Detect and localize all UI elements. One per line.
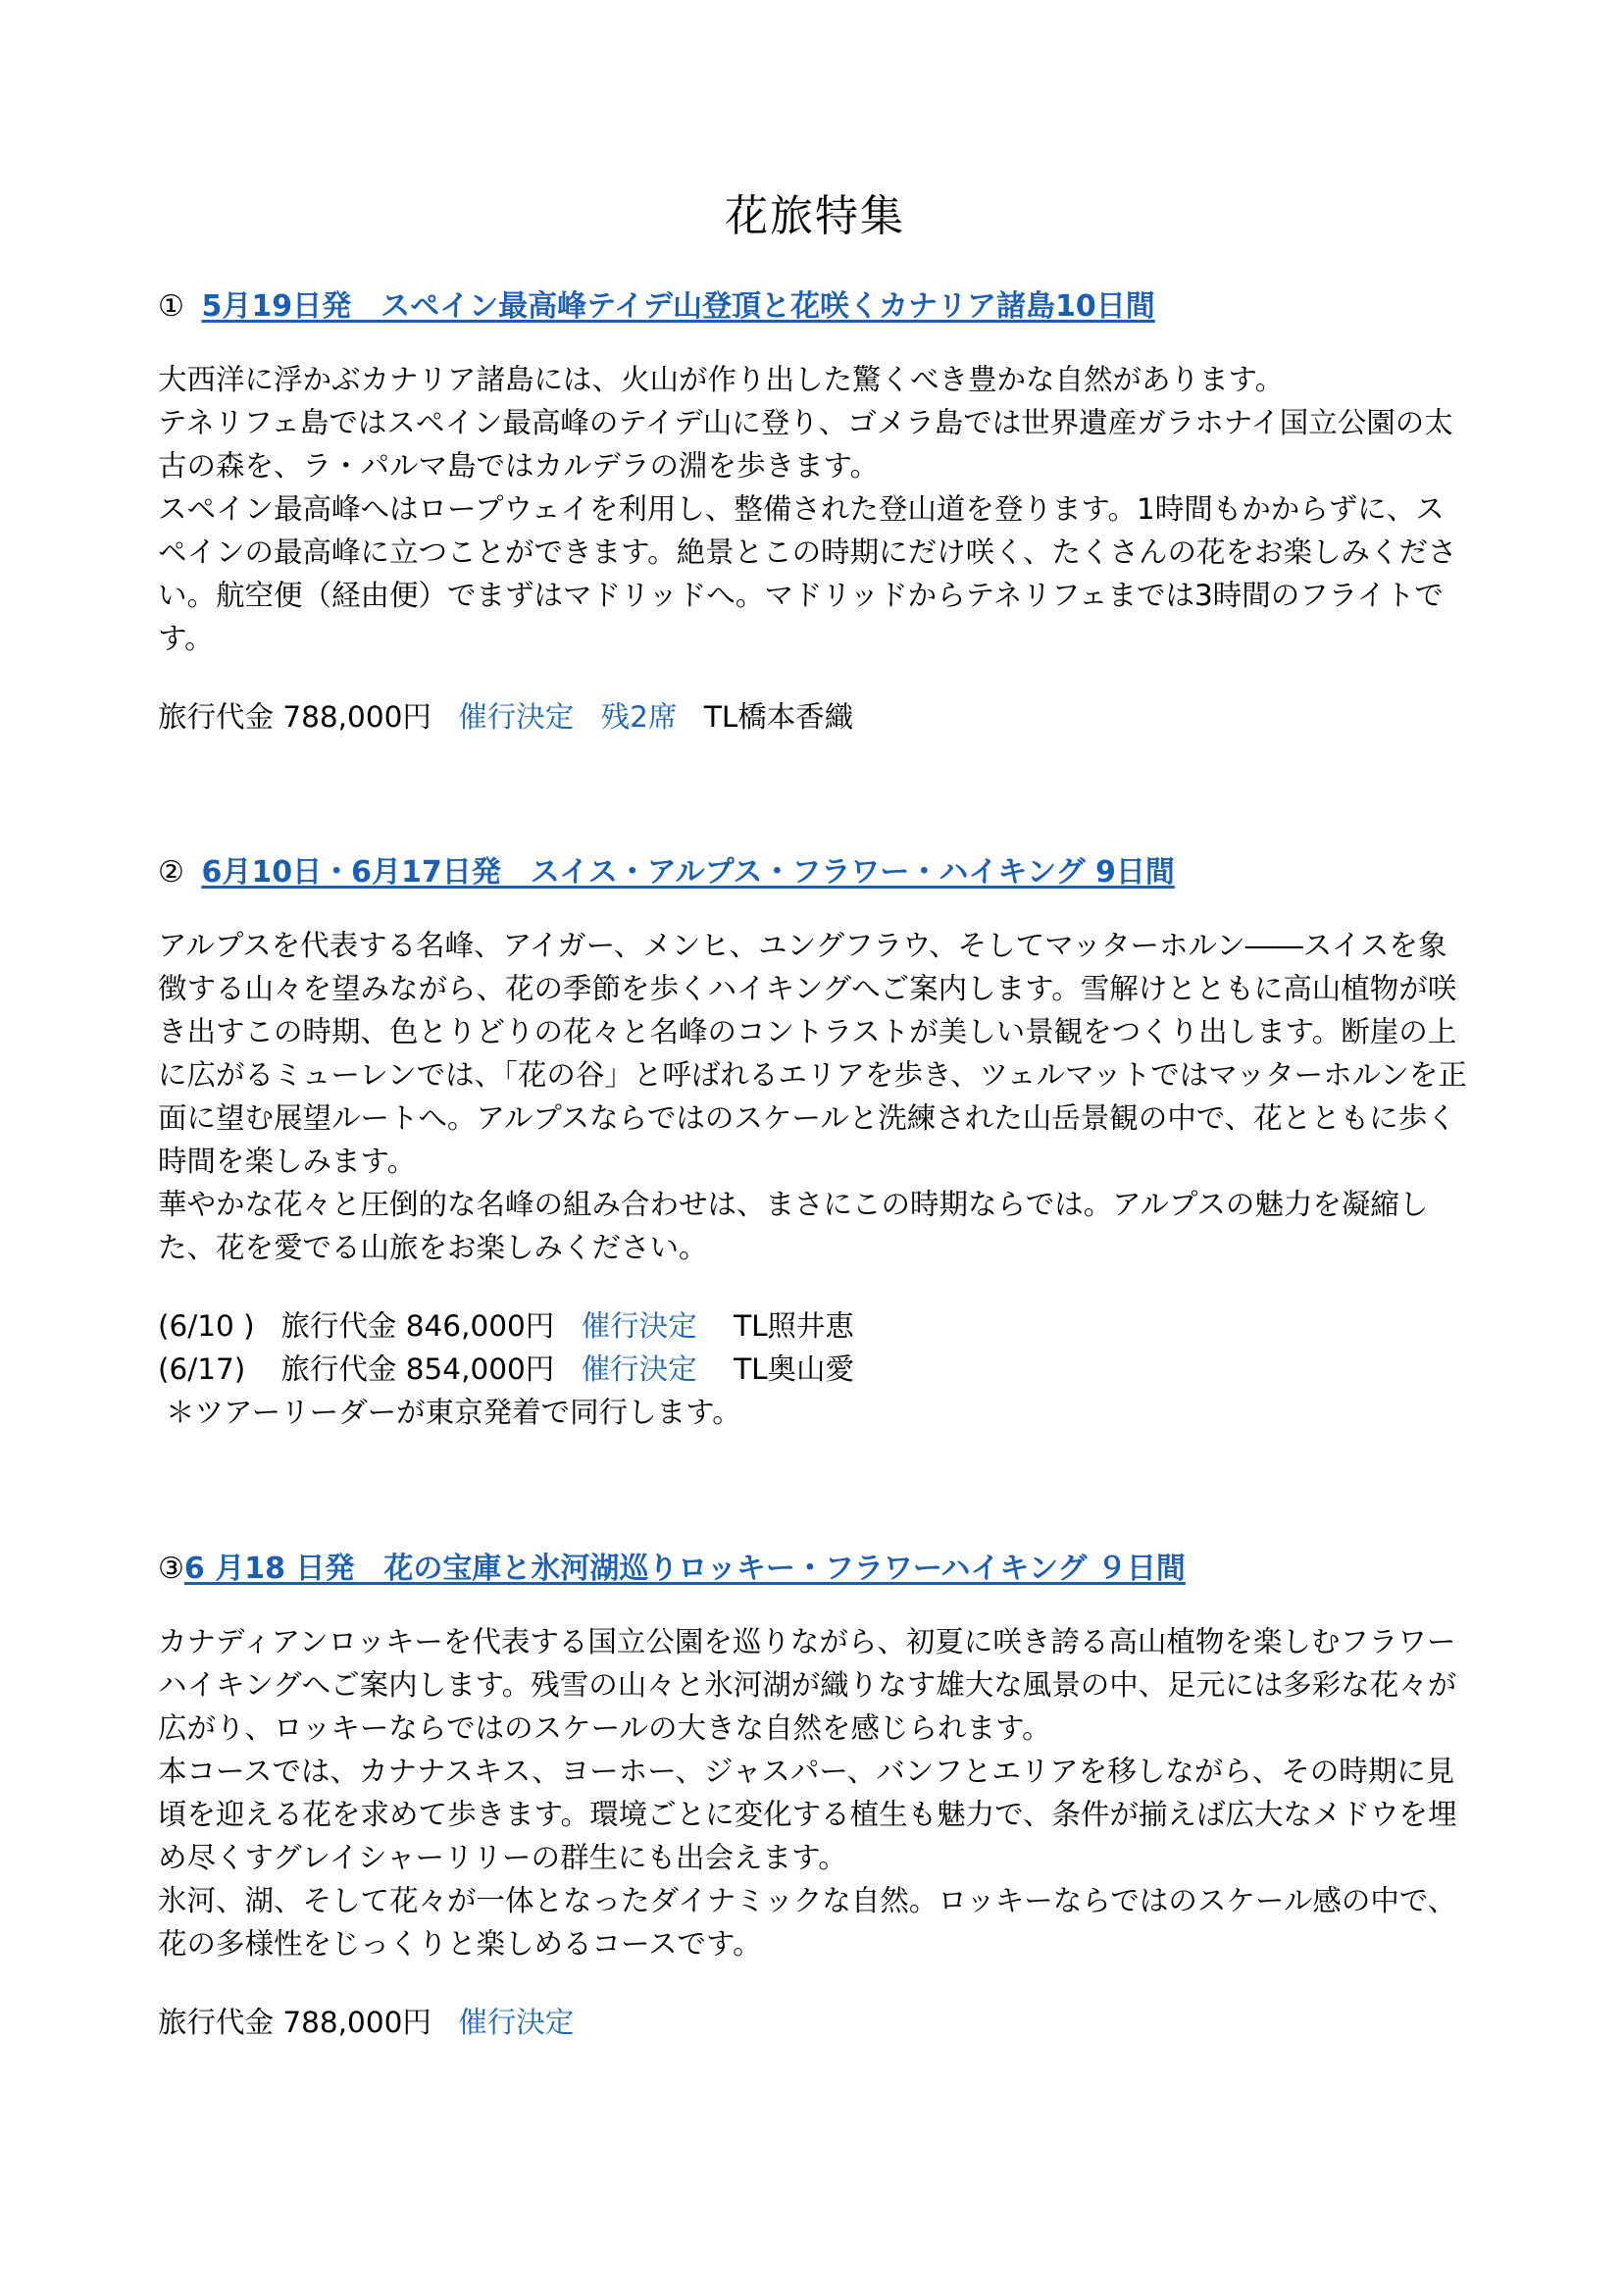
tour-heading-3 xyxy=(158,1550,1492,1589)
price-line xyxy=(158,1348,1492,1391)
tour-description-1 xyxy=(158,358,1472,660)
paragraph: 大西洋に浮かぶカナリア諸島には、火山が作り出した驚くべき豊かな自然があります。 xyxy=(158,363,1285,396)
status-badge: 催行決定 xyxy=(458,2006,575,2039)
status-badge: 催行決定 xyxy=(581,1352,697,1386)
tour-heading-2 xyxy=(158,853,1492,892)
section-number: ③ xyxy=(158,1552,184,1586)
tour-link-2[interactable]: 6月10日・6月17日発 スイス・アルプス・フラワー・ハイキング 9日間 xyxy=(201,855,1175,890)
tour-description-2 xyxy=(158,924,1472,1269)
price-label: 旅行代金 788,000円 xyxy=(158,700,431,734)
page-title: 花旅特集 xyxy=(725,191,905,241)
tour-section-3 xyxy=(158,1550,1492,2044)
section-number: ② xyxy=(158,855,184,890)
status-badge: 催行決定 xyxy=(581,1309,697,1343)
price-label: 旅行代金 846,000円 xyxy=(280,1309,555,1343)
departure-date: (6/17) xyxy=(158,1352,246,1386)
price-line xyxy=(158,1304,1492,1348)
tour-section-2 xyxy=(158,853,1492,1434)
section-number: ① xyxy=(158,289,184,324)
price-line-1 xyxy=(158,695,1492,739)
departure-date: (6/10 ) xyxy=(158,1309,255,1343)
price-label: 旅行代金 788,000円 xyxy=(158,2006,431,2039)
tour-leader: TL奥山愛 xyxy=(734,1352,855,1386)
paragraph: 華やかな花々と圧倒的な名峰の組み合わせは、まさにこの時期ならでは。アルプスの魅力を凝縮した、花を愛でる山旅をお楽しみください。 xyxy=(158,1188,1429,1264)
price-line-3 xyxy=(158,2001,1492,2044)
price-label: 旅行代金 854,000円 xyxy=(280,1352,555,1386)
tour-note: ＊ツアーリーダーが東京発着で同行します。 xyxy=(166,1396,741,1429)
tour-description-3 xyxy=(158,1620,1472,1965)
paragraph: 本コースでは、カナナスキス、ヨーホー、ジャスパー、バンフとエリアを移しながら、その時期に見頃を迎える花を求めて歩きます。環境ごとに変化する植生も魅力で、条件が揃えば広大なメドウを埋め尽くすグレイシャーリリーの群生にも出会えます。 xyxy=(158,1755,1457,1874)
tour-heading-1 xyxy=(158,287,1492,327)
paragraph: 氷河、湖、そして花々が一体となったダイナミックな自然。ロッキーならではのスケール感の中で、花の多様性をじっくりと楽しめるコースです。 xyxy=(158,1884,1457,1961)
tour-section-1 xyxy=(158,287,1492,739)
tour-link-1[interactable]: 5月19日発 スペイン最高峰テイデ山登頂と花咲くカナリア諸島10日間 xyxy=(201,289,1155,324)
tour-leader: TL橋本香織 xyxy=(703,700,854,734)
tour-leader: TL照井恵 xyxy=(734,1309,855,1343)
paragraph: スペイン最高峰へはロープウェイを利用し、整備された登山道を登ります。1時間もかからずに、スペインの最高峰に立つことができます。絶景とこの時期にだけ咲く、たくさんの花をお楽しみください。航空便（経由便）でまずはマドリッドへ。マドリッドからテネリフェまでは3時間のフライトです。 xyxy=(158,492,1457,655)
price-list-2 xyxy=(158,1304,1492,1434)
status-badge: 催行決定 xyxy=(458,700,575,734)
paragraph: カナディアンロッキーを代表する国立公園を巡りながら、初夏に咲き誇る高山植物を楽しむフラワーハイキングへご案内します。残雪の山々と氷河湖が織りなす雄大な風景の中、足元には多彩な花々が広がり、ロッキーならではのスケールの大きな自然を感じられます。 xyxy=(158,1625,1457,1745)
tour-link-3[interactable]: 6 月18 日発 花の宝庫と氷河湖巡りロッキー・フラワーハイキング ９日間 xyxy=(183,1552,1186,1586)
paragraph: アルプスを代表する名峰、アイガー、メンヒ、ユングフラウ、そしてマッターホルン――スイスを象徴する山々を望みながら、花の季節を歩くハイキングへご案内します。雪解けとともに高山植物が咲き出すこの時期、色とりどりの花々と名峰のコントラストが美しい景観をつくり出します。断崖の上に広がるミューレンでは、「花の谷」と呼ばれるエリアを歩き、ツェルマットではマッターホルンを正面に望む展望ルートへ。アルプスならではのスケールと洗練された山岳景観の中で、花とともに歩く時間を楽しみます。 xyxy=(158,929,1467,1178)
seats-remaining: 残2席 xyxy=(600,700,678,734)
paragraph: テネリフェ島ではスペイン最高峰のテイデ山に登り、ゴメラ島では世界遺産ガラホナイ国立公園の太古の森を、ラ・パルマ島ではカルデラの淵を歩きます。 xyxy=(158,406,1453,483)
